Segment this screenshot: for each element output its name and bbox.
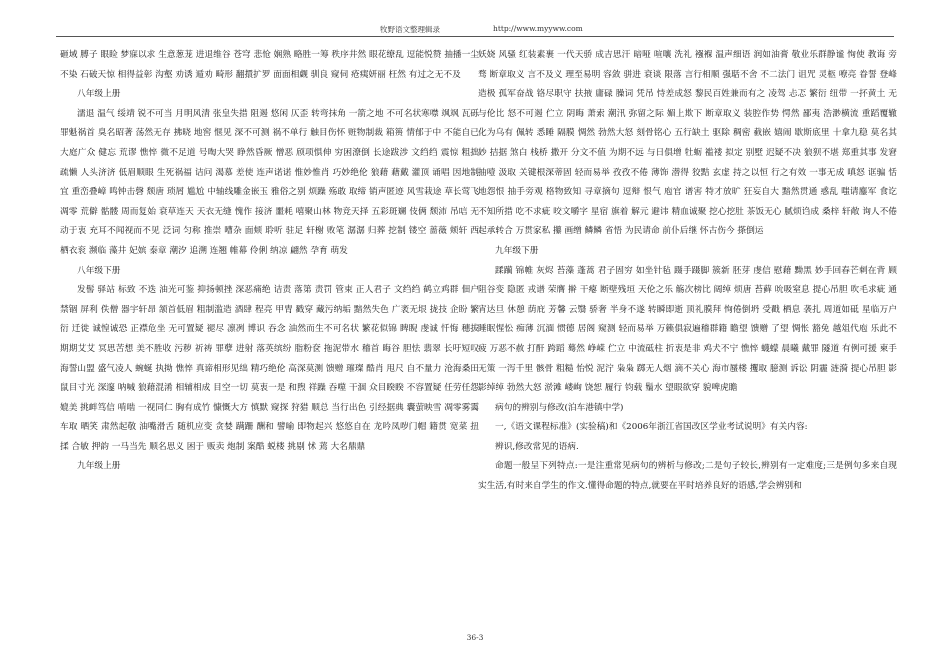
header-rule [56, 36, 894, 37]
article-title: 病句的辨别与修改(泊车港镇中学) [495, 402, 624, 413]
page-header [0, 22, 950, 36]
body-paragraph: 命题一般呈下列特点:一是注重常见病句的辨析与修改;二是句子较长,辨别有一定难度;三是例句多来自现实生活,有时来自学生的作文.懂得命题的特点,就要在平时培养良好的语感,学会辨别和 [478, 461, 897, 492]
left-column [60, 46, 479, 477]
section-heading: 八年级下册 [77, 265, 121, 276]
body-paragraph: 辨识,修改常见的语病. [495, 441, 579, 452]
vocab-paragraph: 濡退 温气 绥靖 锐不可当 月明风清 张皇失措 阻遏 悠闲 仄歪 转弯抹角 一箭之地 不可名状寒噤 飒飒 瓦砾 罪魁祸首 臭名昭著 荡然无存 拂晓 地窖 惬见 深不可测 祸不单行 触目伤怀 赃物制裁 箱篑 情郁于中 不能自已 大庭广众 健忘 荒谬 憔悴 微不足道 号啕大哭 睁然昏厥 憎恶 颀项惧伸 穷困潦倒 长途跋涉 文绉绉 震惊 粗拙 疏懒 人头济济 低眉顺眼 生死祸福 诘问 渴慕 差使 连声诺诺 惟妙惟肖 巧妙绝伦 狼藉 藉戴 灌顶 诵唱 因地制宜 重峦叠嶂 鸣钟击磬 颓唐 琐屑 尴尬 中轴线雕金嵌玉 雅俗之别 烦躁 殇敢 取缔 销声匿迹 风雪栽途 草长莺飞 凋零 荒僻 骷髅 周而复始 衰草连天 天衣无缝 愧作 接济 噩耗 嘻聚山林 物竞天择 五彩斑斓 伎俩 颓沛 吊唁 无动于衷 充耳不闻视而不见 泛词 匀称 推崇 嘈杂 面颊 聆听 驻足 轩榭 败笔 潺潺 归葬 挖制 镂空 蔷薇 颊轩 西栖衣衮 濒临 藻井 妃嫔 泰章 潮汐 追溯 连翘 帷幕 伶俐 纳凉 翩然 孕育 萌发 [60, 108, 479, 256]
vocab-paragraph: 砸域 膊子 眼睑 梦寐以求 生意葱茏 进退维谷 苍穹 悲怆 娴熟 略胜一筹 秩序井然 眼花缭乱 逗能悦赞 抽播一尘不染 石破天惊 相得益彰 沟壑 劝诱 遁劝 畸形 翻擐扩罗 面面相觑 驯良 窥伺 疮痍妍丽 枉然 有过之无不及 [60, 50, 479, 80]
section-heading: 九年级上册 [77, 461, 121, 472]
page-number: 36-3 [466, 633, 484, 642]
body-paragraph: 一,《语文课程标准》(实验稿)和《2006年浙江省国改区学业考试说明》有关内容: [495, 422, 808, 433]
vocab-paragraph: 妖娆 风骚 红装素裹 一代天骄 成吉思汗 暗哑 喧嚷 洗礼 襁褓 温声细语 润如油膏 敬业乐群静谧 恂使 教诲 旁骛 断章取义 言不及义 理至易明 容敛 骈进 衰谈 限落 言行相顺 强聒不舍 不二法门 诅咒 灵柩 嘹亮 眷誓 登峰造极 孤军奋战 铬尽职守 扶掖 庸碌 臊词 凭吊 恃差成怒 黎民百姓兼而有之 凌驾 忐忑 繁衍 纽带 一抔黄土 无与伦比 怒不可遏 伫立 阴晦 萧索 潮汛 弥留之际 媚上欺下 断章取义 装腔作势 愕然 鄙夷 浩渺横流 重蹈覆辙 化为乌有 佩转 悉睡 隔膜 惆然 勃然大怒 刻骨铭心 五行缺土 驱除 稠密 截嵌 嬉闹 歇斯底里 十拿九稳 莫名其妙 拮据 煞白 栈桥 撒开 分文不值 为期不远 与日俱增 牡蛎 褴褛 拟定 别墅 迟疑不决 狼狈不堪 郑重其事 发窘 抽噎 汲取 关键根深蒂固 轻而易举 孜孜不倦 薄饰 潜得 狡黠 玄虚 持之以恒 行之有效 一事无成 嗔怒 诓骗 恬地怨恨 抽手旁观 格物致知 寻章摘句 逗辩 恨气 庖官 谱害 特才放旷 狂妄自大 黯然贯通 惑乱 嗤请鏖军 食讫 不知所措 吃不求疵 咬文嚼字 星宿 旗着 解元 避讳 精血诚聚 挖心挖肚 茶饭无心 腻烦诌成 桑梓 轩敞 询人不倦 起承转合 万贯家私 攥 画缯 鳞鳞 省悟 为民请命 前仆后继 怀古伤今 搽倒运 [478, 50, 897, 237]
header-title: 牧野语文整理辑录 [380, 25, 440, 34]
header-url[interactable]: http://www.myyww.com [493, 24, 583, 33]
vocab-paragraph: 发髻 驿站 标致 不迭 油光可鉴 抑扬顿挫 深恶痛绝 诘责 落第 责罚 管束 正人君子 文绉绉 鹤立鸡群 佃户 禁锢 屏利 佚僧 器宇轩昂 颔首低眉 粗制滥造 酒肆 程亮 甲胄 戳穿 藏污纳垢 黯然失色 广袤无垠 拢技 企盼 繁衍 迁徙 诚惶诚恐 正襟危坐 无可置疑 褪尽 凛冽 博识 吞念 油然而生不可名状 繁花似锦 睥睨 虔诚 忏悔 穗拔 期期艾艾 冥思苦想 美不胜收 污秽 祈祷 罪孽 进射 落英缤纷 脂粉奁 拖泥带水 稽首 晦谷 胆怯 翡翠 长吁短叹 海誓山盟 盛气凌人 蜿蜒 执拗 憔悴 真谛相形见绌 精巧绝伦 高深莫测 馈赠 璀璨 酷肖 甩尺 自不量力 沧海桑田 鼠目寸光 深邃 呐喊 狼藉混淆 相辅相成 目空一切 莫衷一是 和煦 祥躁 吞噬 干涸 众目睽睽 不容置疑 任劳任怨 媲美 挑衅笃信 啃啮 一视同仁 胸有成竹 慷慨大方 慎默 窥探 狩猎 顺总 当行出色 引经据典 囊萤映雪 凋零雾霭 车取 晒笑 肃然起敬 油嘴滑舌 随机应变 贪婪 蹒跚 酬和 譬喻 即物起兴 悠悠自在 龙吟凤哕门帽 籍贯 宽菜 扭揉 合敏 押韵 一马当先 顺名思义 困于 贩卖 炮制 案酷 蜕楼 挑剔 怵 蔫 大名鼎鼎 [60, 285, 479, 452]
right-column [478, 46, 897, 497]
section-heading: 八年级上册 [77, 89, 121, 100]
section-heading: 九年级下册 [495, 245, 539, 256]
vocab-paragraph: 蹂躏 锦帷 灰烬 苔藻 蓬蒿 君子固穷 如坐针毡 蹑手蹑脚 簇新 胚芽 虔信 慰藉 黝黑 妙手回春芒刺在背 顾阻谷变 隐匿 戎谱 荣膺 擀 干瘪 断壁残垣 天伦之乐 觞次榜比 阔绰 烦唐 苔藓 吮吸窒息 提心吊胆 吹毛求疵 通宵达旦 休憩 荫庇 芳馨 云翳 骄奢 半身不遂 转瞬即逝 顶礼膜拜 恂倦倒坍 受戳 栖息 袭扎 周道如砥 星临万户 睡眠惺忪 痴薄 沉湎 惯德 居阁 窥测 轻而易举 万籁俱寂遍稽群籍 瞻望 馈赠 了望 惆怅 豁免 越俎代庖 乐此不疲 万恶不赦 打酐 跨蹈 蓦然 峥嵘 伫立 中流砥柱 折衷是非 鸡犬不宁 憔悴 蠛蠓 晨曦 戴罪 隧道 有例可援 柬手无策 一泻千里 骸骨 粗糙 怡悦 泥泞 枭枭 踯无人烟 滴不关心 海市蜃楼 攫取 臆测 诉讼 阴霾 涟漪 提心吊胆 影影绰绰 勃然大怒 淤滩 嵝峋 饶恕 履行 钧载 鬚水 望眼欲穿 貌啤虎瞻 [478, 265, 897, 394]
